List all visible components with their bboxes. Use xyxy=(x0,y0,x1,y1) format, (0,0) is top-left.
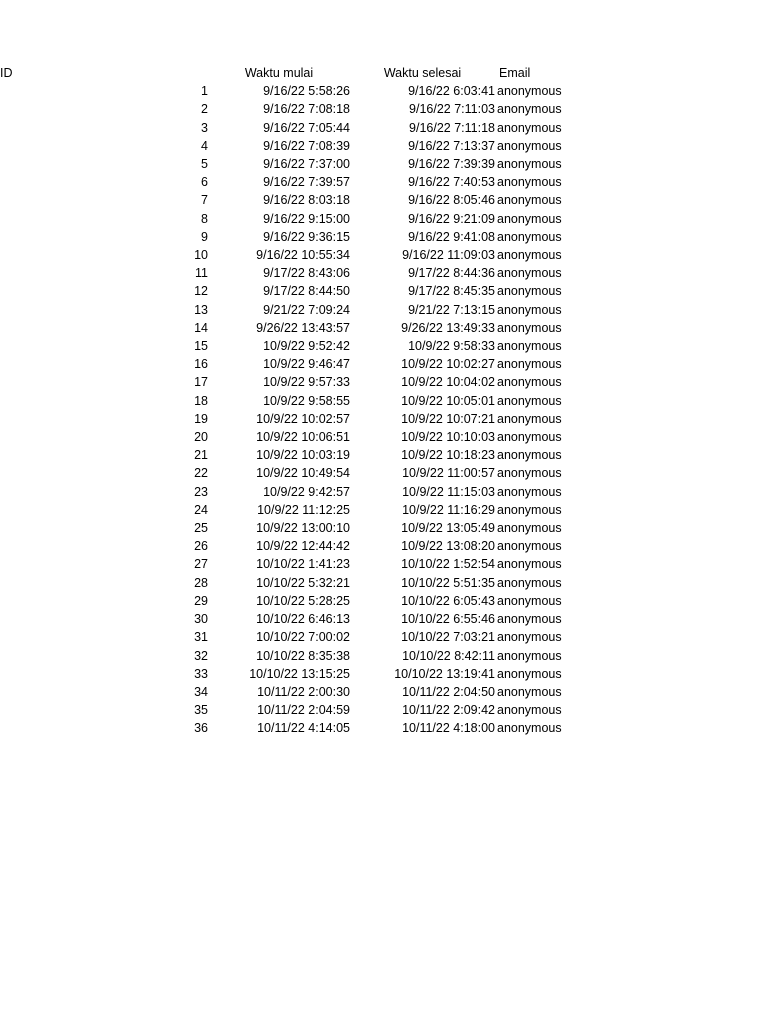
end-time-cell: 9/16/22 11:09:03 xyxy=(402,248,495,263)
table-row xyxy=(0,446,768,464)
header-end-time: Waktu selesai xyxy=(383,66,462,80)
email-cell: anonymous xyxy=(497,302,562,317)
start-time-cell: 9/17/22 8:44:50 xyxy=(263,284,350,299)
end-time-cell: 9/16/22 7:39:39 xyxy=(408,157,495,172)
email-cell: anonymous xyxy=(497,138,562,153)
table-row xyxy=(0,82,768,100)
id-cell: 33 xyxy=(194,666,208,681)
start-time-cell: 10/9/22 13:00:10 xyxy=(256,521,350,536)
start-time-cell: 9/16/22 9:36:15 xyxy=(263,229,350,244)
table-row xyxy=(0,483,768,501)
email-cell: anonymous xyxy=(497,612,562,627)
email-cell: anonymous xyxy=(497,448,562,463)
email-cell: anonymous xyxy=(497,466,562,481)
email-cell: anonymous xyxy=(497,357,562,372)
start-time-cell: 10/9/22 9:52:42 xyxy=(263,339,350,354)
email-cell: anonymous xyxy=(497,648,562,663)
start-time-cell: 10/10/22 1:41:23 xyxy=(256,557,350,572)
email-cell: anonymous xyxy=(497,393,562,408)
start-time-cell: 9/16/22 7:08:39 xyxy=(263,138,350,153)
email-cell: anonymous xyxy=(497,630,562,645)
end-time-cell: 9/16/22 9:21:09 xyxy=(408,211,495,226)
start-time-cell: 10/9/22 11:12:25 xyxy=(257,502,350,517)
start-time-cell: 10/10/22 6:46:13 xyxy=(256,612,350,627)
end-time-cell: 9/17/22 8:45:35 xyxy=(408,284,495,299)
start-time-cell: 10/10/22 5:32:21 xyxy=(256,575,350,590)
id-cell: 10 xyxy=(194,248,208,263)
email-cell: anonymous xyxy=(497,684,562,699)
email-cell: anonymous xyxy=(497,157,562,172)
end-time-cell: 9/16/22 6:03:41 xyxy=(408,84,495,99)
table-row xyxy=(0,683,768,701)
end-time-cell: 9/16/22 7:13:37 xyxy=(408,138,495,153)
id-cell: 23 xyxy=(194,484,208,499)
id-cell: 9 xyxy=(201,229,208,244)
id-cell: 26 xyxy=(194,539,208,554)
table-row xyxy=(0,264,768,282)
table-row xyxy=(0,155,768,173)
start-time-cell: 10/9/22 9:57:33 xyxy=(263,375,350,390)
end-time-cell: 10/10/22 1:52:54 xyxy=(401,557,495,572)
email-cell: anonymous xyxy=(497,320,562,335)
start-time-cell: 10/11/22 4:14:05 xyxy=(257,721,350,736)
table-row xyxy=(0,555,768,573)
id-cell: 29 xyxy=(194,593,208,608)
id-cell: 30 xyxy=(194,612,208,627)
end-time-cell: 10/9/22 11:15:03 xyxy=(402,484,495,499)
table-row xyxy=(0,410,768,428)
id-cell: 35 xyxy=(194,703,208,718)
table-row xyxy=(0,100,768,118)
id-cell: 7 xyxy=(201,193,208,208)
id-cell: 18 xyxy=(194,393,208,408)
email-cell: anonymous xyxy=(497,557,562,572)
id-cell: 13 xyxy=(194,302,208,317)
table-row xyxy=(0,628,768,646)
start-time-cell: 9/16/22 7:05:44 xyxy=(263,120,350,135)
start-time-cell: 10/9/22 10:03:19 xyxy=(256,448,350,463)
email-cell: anonymous xyxy=(497,703,562,718)
table-row xyxy=(0,246,768,264)
id-cell: 3 xyxy=(201,120,208,135)
id-cell: 32 xyxy=(194,648,208,663)
end-time-cell: 10/11/22 2:04:50 xyxy=(402,684,495,699)
table-row xyxy=(0,319,768,337)
table-row xyxy=(0,665,768,683)
table-row xyxy=(0,301,768,319)
id-cell: 14 xyxy=(194,320,208,335)
header-email: Email xyxy=(499,66,531,80)
table-row xyxy=(0,210,768,228)
table-row xyxy=(0,173,768,191)
end-time-cell: 9/17/22 8:44:36 xyxy=(408,266,495,281)
end-time-cell: 9/16/22 8:05:46 xyxy=(408,193,495,208)
end-time-cell: 10/9/22 11:00:57 xyxy=(402,466,495,481)
start-time-cell: 9/16/22 7:37:00 xyxy=(263,157,350,172)
id-cell: 19 xyxy=(194,411,208,426)
email-cell: anonymous xyxy=(497,175,562,190)
table-row xyxy=(0,373,768,391)
table-row xyxy=(0,337,768,355)
id-cell: 6 xyxy=(201,175,208,190)
end-time-cell: 9/16/22 7:11:03 xyxy=(409,102,495,117)
id-cell: 4 xyxy=(201,138,208,153)
email-cell: anonymous xyxy=(497,539,562,554)
end-time-cell: 10/10/22 6:05:43 xyxy=(401,593,495,608)
id-cell: 31 xyxy=(194,630,208,645)
start-time-cell: 10/9/22 12:44:42 xyxy=(256,539,350,554)
id-cell: 2 xyxy=(201,102,208,117)
table-row xyxy=(0,610,768,628)
table-row xyxy=(0,519,768,537)
email-cell: anonymous xyxy=(497,666,562,681)
start-time-cell: 10/9/22 9:58:55 xyxy=(263,393,350,408)
email-cell: anonymous xyxy=(497,502,562,517)
table-row xyxy=(0,355,768,373)
end-time-cell: 10/11/22 2:09:42 xyxy=(402,703,495,718)
id-cell: 12 xyxy=(194,284,208,299)
end-time-cell: 10/10/22 5:51:35 xyxy=(401,575,495,590)
start-time-cell: 10/11/22 2:00:30 xyxy=(257,684,350,699)
id-cell: 20 xyxy=(194,430,208,445)
table-row xyxy=(0,191,768,209)
start-time-cell: 9/16/22 7:08:18 xyxy=(263,102,350,117)
end-time-cell: 10/9/22 10:18:23 xyxy=(401,448,495,463)
start-time-cell: 9/26/22 13:43:57 xyxy=(256,320,350,335)
table-row xyxy=(0,647,768,665)
email-cell: anonymous xyxy=(497,430,562,445)
end-time-cell: 9/21/22 7:13:15 xyxy=(408,302,495,317)
start-time-cell: 9/16/22 7:39:57 xyxy=(263,175,350,190)
end-time-cell: 9/16/22 7:40:53 xyxy=(408,175,495,190)
email-cell: anonymous xyxy=(497,484,562,499)
end-time-cell: 9/26/22 13:49:33 xyxy=(401,320,495,335)
table-row xyxy=(0,719,768,737)
start-time-cell: 10/10/22 13:15:25 xyxy=(249,666,350,681)
table-row xyxy=(0,428,768,446)
start-time-cell: 10/9/22 10:06:51 xyxy=(256,430,350,445)
email-cell: anonymous xyxy=(497,102,562,117)
start-time-cell: 10/11/22 2:04:59 xyxy=(257,703,350,718)
start-time-cell: 9/17/22 8:43:06 xyxy=(263,266,350,281)
id-cell: 8 xyxy=(201,211,208,226)
email-cell: anonymous xyxy=(497,229,562,244)
email-cell: anonymous xyxy=(497,721,562,736)
end-time-cell: 10/9/22 10:02:27 xyxy=(401,357,495,372)
end-time-cell: 10/10/22 13:19:41 xyxy=(394,666,495,681)
start-time-cell: 10/10/22 8:35:38 xyxy=(256,648,350,663)
end-time-cell: 10/9/22 10:05:01 xyxy=(401,393,495,408)
email-cell: anonymous xyxy=(497,339,562,354)
start-time-cell: 10/9/22 10:49:54 xyxy=(256,466,350,481)
start-time-cell: 9/16/22 8:03:18 xyxy=(263,193,350,208)
table-row xyxy=(0,574,768,592)
start-time-cell: 9/16/22 9:15:00 xyxy=(263,211,350,226)
email-cell: anonymous xyxy=(497,211,562,226)
table-row xyxy=(0,119,768,137)
email-cell: anonymous xyxy=(497,411,562,426)
end-time-cell: 10/9/22 10:10:03 xyxy=(401,430,495,445)
id-cell: 22 xyxy=(194,466,208,481)
end-time-cell: 10/10/22 6:55:46 xyxy=(401,612,495,627)
start-time-cell: 10/9/22 10:02:57 xyxy=(256,411,350,426)
end-time-cell: 10/9/22 11:16:29 xyxy=(402,502,495,517)
start-time-cell: 10/9/22 9:46:47 xyxy=(263,357,350,372)
email-cell: anonymous xyxy=(497,375,562,390)
id-cell: 28 xyxy=(194,575,208,590)
table-row xyxy=(0,592,768,610)
email-cell: anonymous xyxy=(497,284,562,299)
email-cell: anonymous xyxy=(497,120,562,135)
table-row xyxy=(0,282,768,300)
start-time-cell: 9/16/22 10:55:34 xyxy=(256,248,350,263)
id-cell: 15 xyxy=(194,339,208,354)
table-row xyxy=(0,701,768,719)
id-cell: 21 xyxy=(194,448,208,463)
start-time-cell: 10/10/22 5:28:25 xyxy=(256,593,350,608)
start-time-cell: 10/10/22 7:00:02 xyxy=(256,630,350,645)
header-row xyxy=(0,64,768,82)
id-cell: 16 xyxy=(194,357,208,372)
start-time-cell: 9/16/22 5:58:26 xyxy=(263,84,350,99)
email-cell: anonymous xyxy=(497,84,562,99)
end-time-cell: 10/10/22 8:42:11 xyxy=(402,648,495,663)
id-cell: 25 xyxy=(194,521,208,536)
id-cell: 34 xyxy=(194,684,208,699)
end-time-cell: 10/9/22 13:08:20 xyxy=(401,539,495,554)
table-row xyxy=(0,501,768,519)
email-cell: anonymous xyxy=(497,521,562,536)
email-cell: anonymous xyxy=(497,248,562,263)
start-time-cell: 9/21/22 7:09:24 xyxy=(263,302,350,317)
end-time-cell: 10/9/22 9:58:33 xyxy=(408,339,495,354)
id-cell: 36 xyxy=(194,721,208,736)
email-cell: anonymous xyxy=(497,593,562,608)
table-row xyxy=(0,228,768,246)
end-time-cell: 10/11/22 4:18:00 xyxy=(402,721,495,736)
email-cell: anonymous xyxy=(497,575,562,590)
start-time-cell: 10/9/22 9:42:57 xyxy=(263,484,350,499)
id-cell: 27 xyxy=(194,557,208,572)
header-start-time: Waktu mulai xyxy=(244,66,314,80)
response-table xyxy=(0,64,768,738)
header-id: ID xyxy=(0,66,13,80)
end-time-cell: 10/9/22 13:05:49 xyxy=(401,521,495,536)
table-row xyxy=(0,464,768,482)
end-time-cell: 9/16/22 7:11:18 xyxy=(409,120,495,135)
email-cell: anonymous xyxy=(497,266,562,281)
end-time-cell: 10/10/22 7:03:21 xyxy=(401,630,495,645)
table-row xyxy=(0,392,768,410)
id-cell: 1 xyxy=(201,84,208,99)
table-row xyxy=(0,537,768,555)
end-time-cell: 10/9/22 10:07:21 xyxy=(401,411,495,426)
id-cell: 24 xyxy=(194,502,208,517)
email-cell: anonymous xyxy=(497,193,562,208)
table-body xyxy=(0,64,768,738)
table-row xyxy=(0,137,768,155)
end-time-cell: 10/9/22 10:04:02 xyxy=(401,375,495,390)
end-time-cell: 9/16/22 9:41:08 xyxy=(408,229,495,244)
id-cell: 5 xyxy=(201,157,208,172)
id-cell: 17 xyxy=(194,375,208,390)
id-cell: 11 xyxy=(195,266,208,281)
